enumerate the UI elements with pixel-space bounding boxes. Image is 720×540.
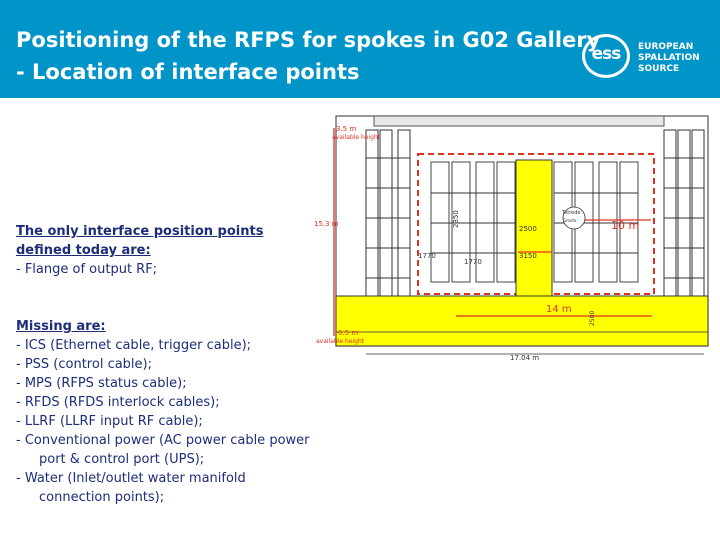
ess-logo bbox=[580, 28, 705, 90]
dim-2500: 2500 bbox=[519, 225, 537, 233]
dim-1770-right: 1770 bbox=[464, 258, 482, 266]
right-racks bbox=[664, 130, 704, 300]
tetrode-label: Tetrode bbox=[562, 210, 581, 216]
floorplan-svg bbox=[306, 98, 714, 378]
missing-item: - Water (Inlet/outlet water manifold connection points); bbox=[16, 471, 246, 505]
top-height-value: 3.5 m bbox=[336, 125, 357, 133]
missing-item: - RFDS (RFDS interlock cables); bbox=[16, 395, 220, 410]
dim-10m: 10 m bbox=[611, 219, 640, 232]
missing-heading: Missing are: bbox=[16, 319, 106, 334]
slide-title bbox=[16, 24, 601, 88]
ess-logo-mark-text: ess bbox=[591, 44, 621, 64]
missing-item: - LLRF (LLRF input RF cable); bbox=[16, 414, 203, 429]
logo-line-2: SPALLATION bbox=[638, 53, 700, 63]
ess-logo-mark bbox=[582, 34, 630, 78]
top-height-label: available height bbox=[332, 134, 381, 141]
dim-1770-left: 1770 bbox=[418, 252, 436, 260]
title-line-1: Positioning of the RFPS for spokes in G02 Gallery bbox=[16, 28, 601, 52]
missing-item: - MPS (RFPS status cable); bbox=[16, 376, 187, 391]
missing-item: - Conventional power (AC power cable power port & control port (UPS); bbox=[16, 433, 310, 467]
ess-logo-text bbox=[638, 42, 700, 75]
tetrode-sublabel: Gmeta bbox=[563, 218, 577, 223]
gallery-floorplan-diagram bbox=[306, 98, 714, 378]
dim-14m: 14 m bbox=[546, 304, 572, 315]
dim-2350: 2350 bbox=[452, 210, 460, 228]
interface-points-text bbox=[16, 222, 316, 507]
left-height-dim: 15.3 m bbox=[314, 220, 339, 228]
dim-3150: 3150 bbox=[519, 252, 537, 260]
logo-line-3: SOURCE bbox=[638, 64, 680, 74]
slide-header bbox=[0, 0, 720, 98]
bottom-yellow-gallery bbox=[336, 296, 708, 346]
left-racks bbox=[366, 130, 410, 300]
missing-item: - ICS (Ethernet cable, trigger cable); bbox=[16, 338, 252, 353]
title-line-2: - Location of interface points bbox=[16, 60, 360, 84]
defined-heading-line-1: The only interface position points bbox=[16, 224, 264, 239]
dim-2500-vertical: 2500 bbox=[589, 310, 596, 326]
logo-line-1: EUROPEAN bbox=[638, 42, 694, 52]
dim-17-04m: 17.04 m bbox=[510, 354, 540, 362]
defined-heading-line-2: defined today are: bbox=[16, 243, 151, 258]
defined-item: - Flange of output RF; bbox=[16, 262, 158, 277]
missing-item: - PSS (control cable); bbox=[16, 357, 152, 372]
bottom-height-value: 6.5 m bbox=[338, 329, 359, 337]
top-beam bbox=[374, 116, 664, 126]
bottom-height-label: available height bbox=[316, 338, 365, 345]
